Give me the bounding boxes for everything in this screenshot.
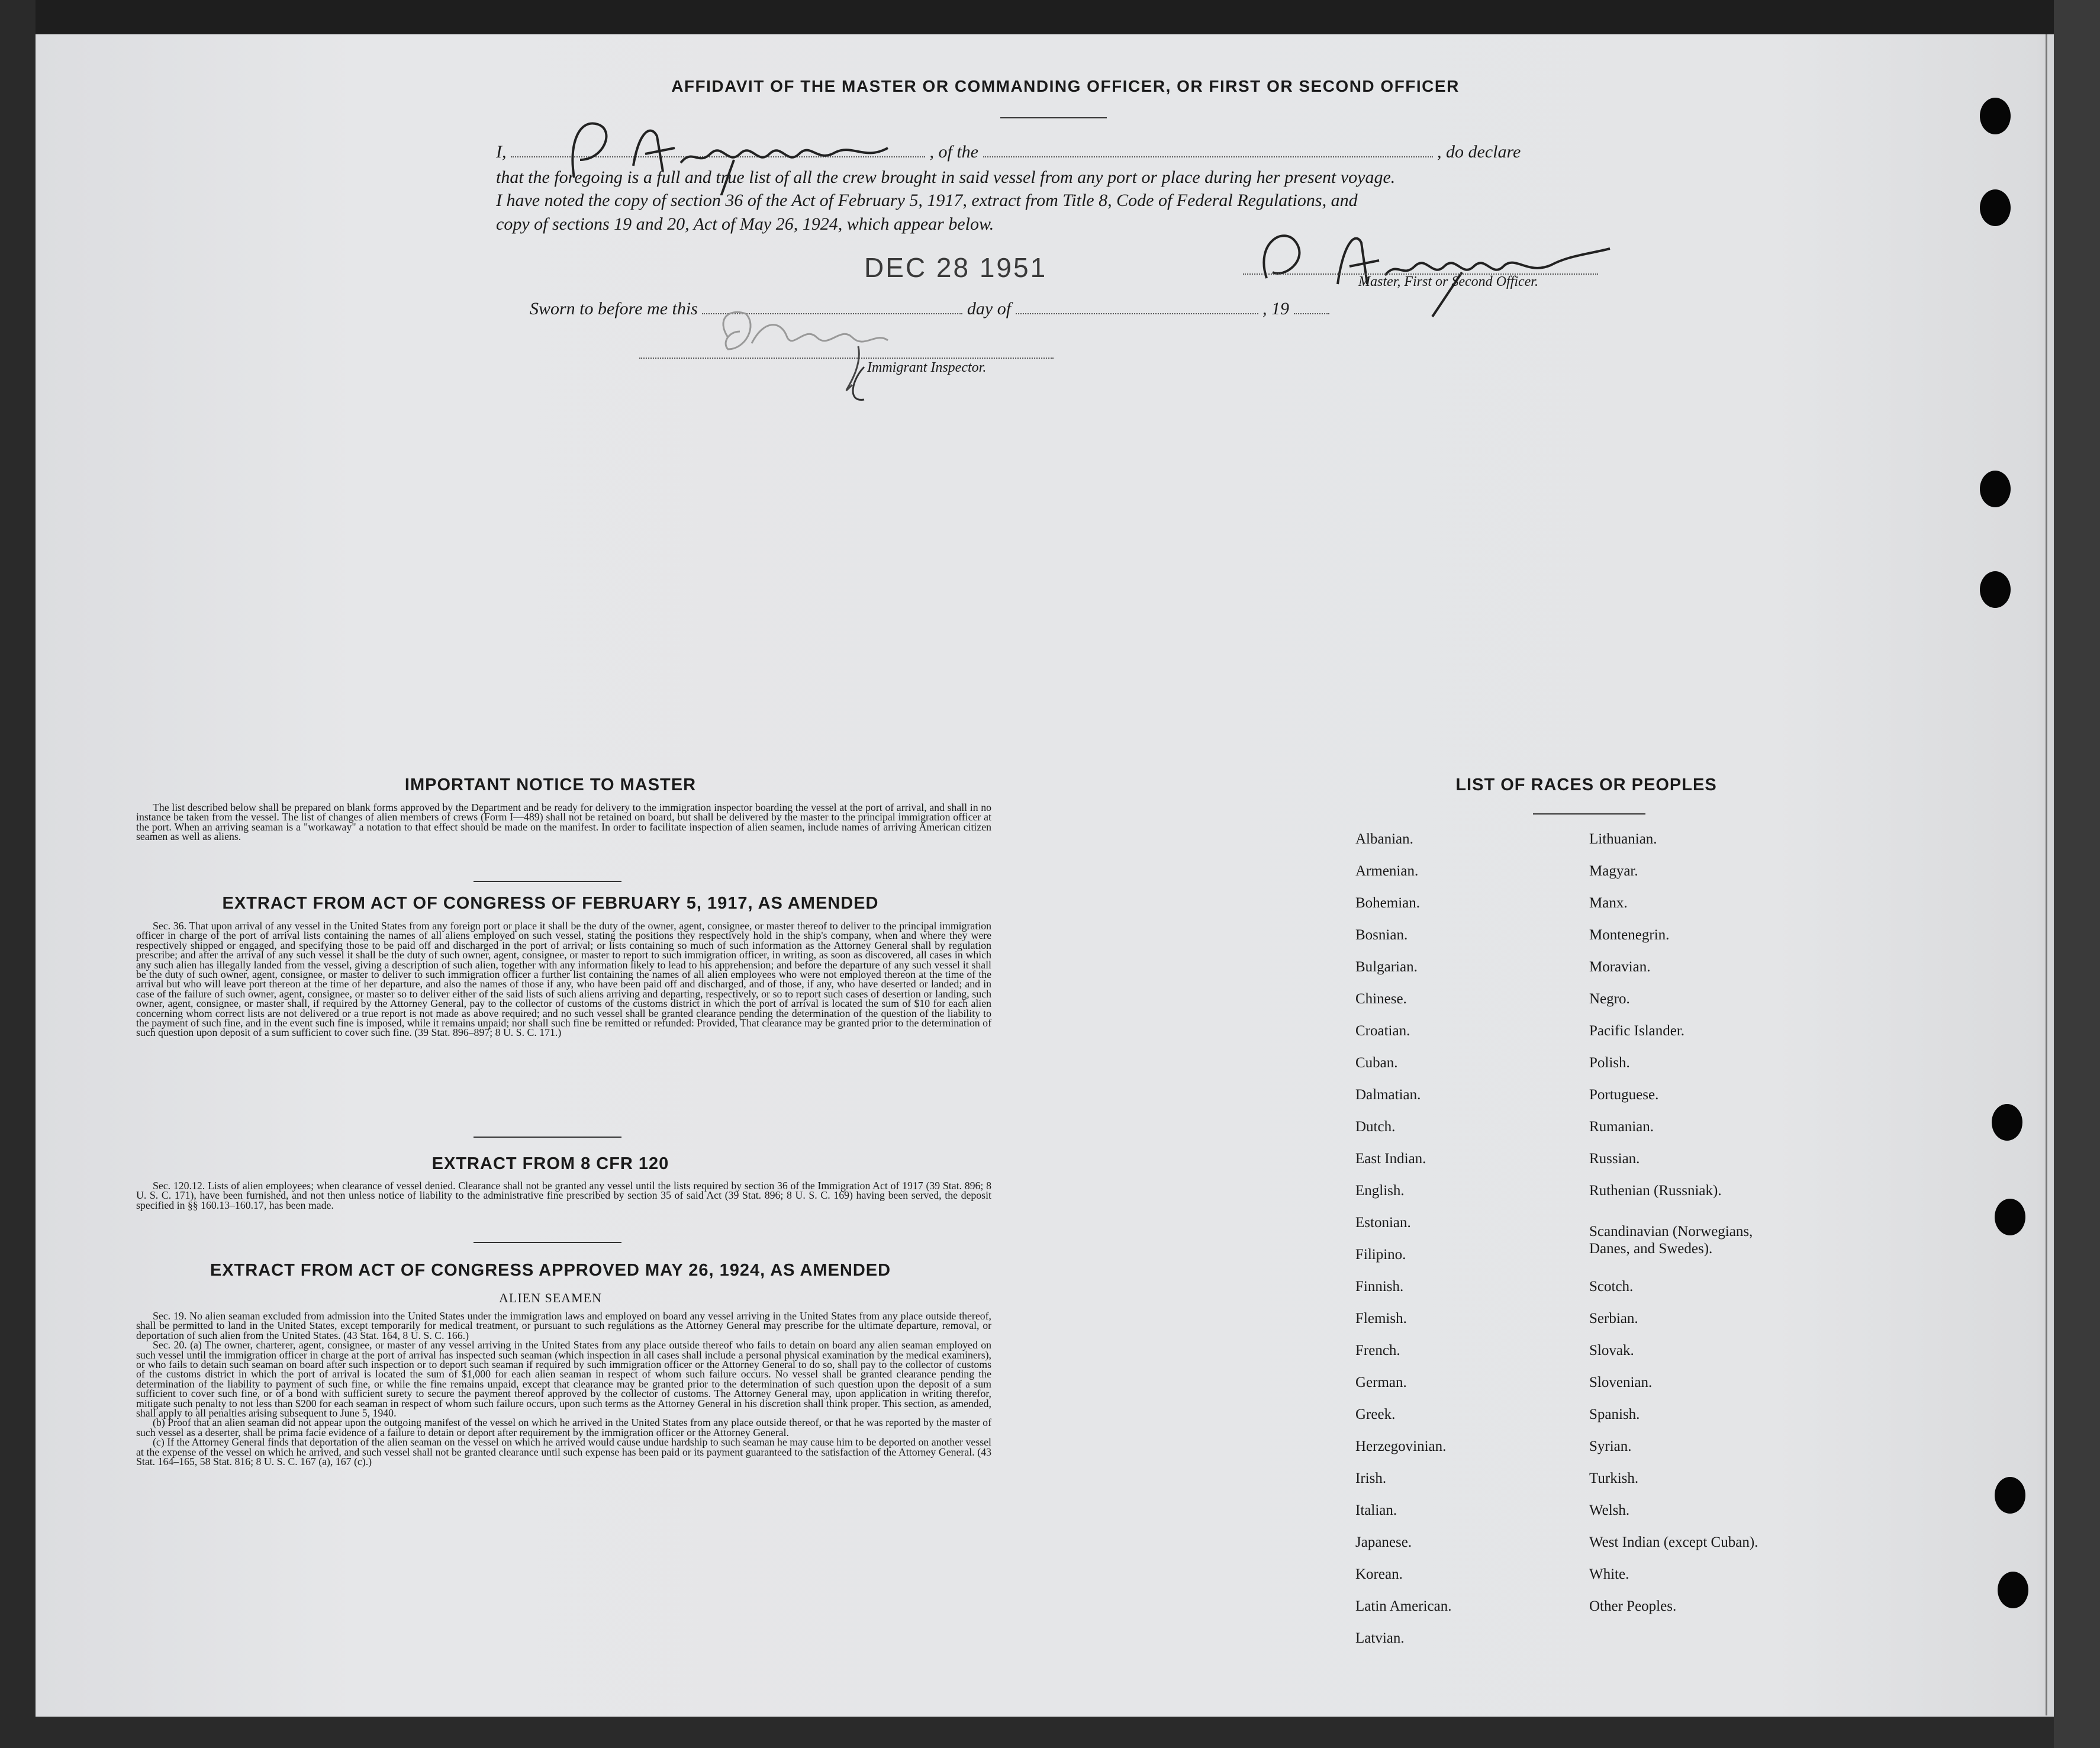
race-item: Herzegovinian. bbox=[1355, 1438, 1447, 1454]
section-divider bbox=[474, 1137, 621, 1138]
extract-1917-heading: EXTRACT FROM ACT OF CONGRESS OF FEBRUARY 5, 1917, AS AMENDED bbox=[222, 894, 879, 913]
race-item: French. bbox=[1355, 1343, 1400, 1359]
sec-20a-paragraph: Sec. 20. (a) The owner, charterer, agent, consignee, or master of any vessel arriving in the United States from any place outside thereof who fails to detain on board any alien seaman employed on such vessel until the immigration officer in charge at the port of arrival has inspected such seaman (which inspection in all cases shall include a personal physical examination by the medical examiners), or who fails to detain such seaman on board after such inspection or to deport such seaman if required by such immigration officer or the Attorney General to do so, shall pay to the collector of customs of the customs district in which the port of arrival is located the sum of $1,000 for each alien seaman in respect of whom such failure occurs. No vessel shall be granted clearance pending the determination of the liability to payment of such fine, or while the fine remains unpaid, except that clearance may be granted prior to the determination of such question upon the deposit of a sum sufficient to cover such fine, or of a bond with sufficient surety to secure the payment thereof approved by the collector of customs. The Attorney General may, upon application in writing therefor, mitigate such penalty to not less than $200 for each seaman in respect of whom such failure occurs, upon such terms as the Attorney General in his discretion shall think proper. This section, as amended, shall apply to all penalties arising subsequent to June 5, 1940. bbox=[136, 1339, 991, 1419]
page-fold-line bbox=[2046, 34, 2047, 1715]
race-item: Estonian. bbox=[1355, 1215, 1411, 1231]
races-title-divider bbox=[1533, 813, 1645, 815]
title-divider bbox=[1000, 117, 1107, 118]
race-item: Spanish. bbox=[1589, 1406, 1640, 1422]
race-item: Portuguese. bbox=[1589, 1087, 1659, 1103]
race-item: Scotch. bbox=[1589, 1279, 1634, 1295]
inspector-caption: Immigrant Inspector. bbox=[867, 360, 987, 375]
race-item: Bohemian. bbox=[1355, 895, 1421, 911]
affidavit-line-2: that the foregoing is a full and true list of all the crew brought in said vessel from any port or place during her present voyage. bbox=[496, 168, 1396, 187]
race-item: Negro. bbox=[1589, 991, 1630, 1007]
day-of: day of bbox=[967, 299, 1012, 318]
race-item: Armenian. bbox=[1355, 863, 1419, 879]
notice-heading: IMPORTANT NOTICE TO MASTER bbox=[404, 775, 697, 794]
punch-hole bbox=[1980, 189, 2011, 226]
sec-19-paragraph: Sec. 19. No alien seaman excluded from admission into the United States under the immigration laws and employed on board any vessel arriving in the United States from any place outside thereof, shall be permitted to land in the United States, except temporarily for medical treatment, or pursuant to such regulations as the Attorney General may prescribe for the ultimate departure, removal, or deportation of such alien from the United States. (43 Stat. 164, 8 U. S. C. 166.) bbox=[136, 1310, 991, 1341]
race-item: Russian. bbox=[1589, 1151, 1640, 1167]
sec-120-12-paragraph: Sec. 120.12. Lists of alien employees; when clearance of vessel denied. Clearance shall not be granted any vessel until the lists required by section 36 of the Immigration Act of 1917 (39 Stat. 896; 8 U. S. C. 171), have been furnished, and not then unless notice of liability to the administrative fine prescribed by section 35 of said Act (39 Stat. 896; 8 U. S. C. 169) having been served, the deposit specified in §§ 160.13–160.17, has been made. bbox=[136, 1180, 991, 1211]
punch-hole bbox=[1980, 98, 2011, 134]
affidavit-line-3: I have noted the copy of section 36 of the Act of February 5, 1917, extract from Title 8, Code of Federal Regulations, and bbox=[496, 191, 1358, 210]
race-item: Dalmatian. bbox=[1355, 1087, 1421, 1103]
race-item: Other Peoples. bbox=[1589, 1598, 1677, 1614]
race-item: Scandinavian (Norwegians, Danes, and Swedes). bbox=[1589, 1224, 1753, 1257]
notice-body bbox=[136, 803, 991, 842]
race-item: Bosnian. bbox=[1355, 927, 1408, 943]
race-item: Moravian. bbox=[1589, 959, 1651, 975]
race-item: Pacific Islander. bbox=[1589, 1023, 1685, 1039]
race-item: Slovenian. bbox=[1589, 1374, 1653, 1390]
affidavit-title: AFFIDAVIT OF THE MASTER OR COMMANDING OFFICER, OR FIRST OR SECOND OFFICER bbox=[671, 77, 1460, 95]
page-bottom-edge bbox=[36, 1717, 2054, 1748]
sworn-year-field bbox=[1294, 313, 1329, 314]
inspector-signature bbox=[704, 296, 906, 408]
punch-hole bbox=[1998, 1572, 2028, 1608]
alien-seamen-subheading: ALIEN SEAMEN bbox=[499, 1290, 602, 1305]
race-item: East Indian. bbox=[1355, 1151, 1426, 1167]
race-item: Croatian. bbox=[1355, 1023, 1410, 1039]
race-item: Polish. bbox=[1589, 1055, 1630, 1071]
extract-1917-body bbox=[136, 921, 991, 1038]
race-item: English. bbox=[1355, 1183, 1405, 1199]
race-item: Japanese. bbox=[1355, 1534, 1412, 1550]
extract-cfr-body bbox=[136, 1181, 991, 1210]
punch-hole bbox=[1992, 1104, 2022, 1141]
punch-hole bbox=[1995, 1477, 2025, 1514]
race-item: Ruthenian (Russniak). bbox=[1589, 1183, 1722, 1199]
race-item: Lithuanian. bbox=[1589, 831, 1657, 847]
section-divider bbox=[474, 881, 621, 882]
notice-paragraph: The list described below shall be prepared on blank forms approved by the Department and be ready for delivery to the immigration inspector boarding the vessel at the port of arrival, and shall in no instance be taken from the vessel. The list of changes of alien members of crews (Form I—489) shall not be retained on board, but shall be delivered by the master to the principal immigration officer at the port. When an arriving seaman is a "workaway" a notation to that effect should be made on the manifest. In order to facilitate inspection of alien seamen, include names of arriving American citizen seamen as well as aliens. bbox=[136, 801, 991, 843]
race-item: Slovak. bbox=[1589, 1343, 1634, 1359]
punch-hole bbox=[1995, 1199, 2025, 1235]
race-item: Latvian. bbox=[1355, 1630, 1405, 1646]
race-item: Greek. bbox=[1355, 1406, 1396, 1422]
race-item: Latin American. bbox=[1355, 1598, 1452, 1614]
inspector-signature-line bbox=[639, 358, 1054, 360]
line1-do-declare: , do declare bbox=[1437, 142, 1521, 162]
race-item: German. bbox=[1355, 1374, 1407, 1390]
sworn-prefix: Sworn to before me this bbox=[530, 299, 698, 318]
affidavit-line-4: copy of sections 19 and 20, Act of May 26, 1924, which appear below. bbox=[496, 214, 994, 234]
race-item: Dutch. bbox=[1355, 1119, 1396, 1135]
sworn-line bbox=[530, 299, 1329, 319]
page-top-edge bbox=[36, 0, 2054, 34]
race-item: Montenegrin. bbox=[1589, 927, 1670, 943]
race-item: Irish. bbox=[1355, 1470, 1387, 1486]
race-item: Welsh. bbox=[1589, 1502, 1630, 1518]
sec-20b-paragraph: (b) Proof that an alien seaman did not appear upon the outgoing manifest of the vessel on which he arrived in the United States from any place outside thereof, or that he was reported by the master of such vessel as a deserter, shall be prima facie evidence of a failure to detain or deport after requirement by the immigration officer or the Attorney General. bbox=[136, 1417, 991, 1438]
sec-20c-paragraph: (c) If the Attorney General finds that deportation of the alien seaman on the vessel on which he arrived would cause undue hardship to such seaman he may cause him to be deported on another vessel at the expense of the vessel on which he arrived, and such vessel shall not be granted clearance until such expense has been paid or its payment guaranteed to the satisfaction of the Attorney General. (43 Stat. 164–165, 58 Stat. 816; 8 U. S. C. 167 (a), 167 (c).) bbox=[136, 1436, 991, 1468]
master-signature-top bbox=[556, 107, 935, 195]
race-item: Filipino. bbox=[1355, 1247, 1406, 1263]
race-item: Rumanian. bbox=[1589, 1119, 1654, 1135]
race-item: Serbian. bbox=[1589, 1311, 1638, 1327]
race-item: Cuban. bbox=[1355, 1055, 1398, 1071]
year-prefix: , 19 bbox=[1262, 299, 1290, 318]
extract-cfr-heading: EXTRACT FROM 8 CFR 120 bbox=[431, 1154, 669, 1173]
race-item: Albanian. bbox=[1355, 831, 1413, 847]
race-item: Chinese. bbox=[1355, 991, 1407, 1007]
race-item: Bulgarian. bbox=[1355, 959, 1418, 975]
extract-1924-body bbox=[136, 1311, 991, 1467]
race-item: Magyar. bbox=[1589, 863, 1638, 879]
line1-of-the: , of the bbox=[929, 142, 978, 162]
punch-hole bbox=[1980, 571, 2011, 608]
race-item: Italian. bbox=[1355, 1502, 1397, 1518]
race-item: White. bbox=[1589, 1566, 1629, 1582]
extract-1924-heading: EXTRACT FROM ACT OF CONGRESS APPROVED MAY 26, 1924, AS AMENDED bbox=[210, 1261, 891, 1280]
race-item: Flemish. bbox=[1355, 1311, 1407, 1327]
race-item: Syrian. bbox=[1589, 1438, 1632, 1454]
race-item: Korean. bbox=[1355, 1566, 1403, 1582]
race-item: West Indian (except Cuban). bbox=[1589, 1534, 1758, 1550]
line1-prefix: I, bbox=[496, 142, 507, 162]
race-item: Turkish. bbox=[1589, 1470, 1639, 1486]
race-item: Finnish. bbox=[1355, 1279, 1404, 1295]
section-divider bbox=[474, 1242, 621, 1243]
race-item: Manx. bbox=[1589, 895, 1628, 911]
sworn-month-field bbox=[1016, 313, 1258, 314]
master-caption: Master, First or Second Officer. bbox=[1358, 274, 1538, 289]
races-title: LIST OF RACES OR PEOPLES bbox=[1455, 775, 1717, 794]
vessel-field bbox=[983, 156, 1433, 157]
punch-hole bbox=[1980, 471, 2011, 507]
sec-36-paragraph: Sec. 36. That upon arrival of any vessel in the United States from any foreign port or place it shall be the duty of the owner, agent, consignee, or master thereof to deliver to the principal immigration officer in charge of the port of arrival lists containing the names of all aliens employed on such vessel, stating the positions they respectively hold in the ship's company, when and where they were respectively shipped or engaged, and specifying those to be paid off and discharged in the port of arrival; or lists containing so much of such information as the Attorney General shall by regulation prescribe; and after the arrival of any such vessel it shall be the duty of such owner, agent, consignee, or master to report to such immigration officer, in writing, as soon as discovered, all cases in which any such alien has illegally landed from the vessel, giving a description of such alien, together with any information likely to lead to his apprehension; and before the departure of any such vessel it shall be the duty of such owner, agent, consignee, or master to deliver to such immigration officer a further list containing the names of all alien employees who were not employed thereon at the time of the arrival but who will leave port thereon at the time of her departure, and also the names of those if any, who have been paid off and discharged, and of those, if any, who have deserted or landed; and in case of the failure of such owner, agent, consignee, or master so to deliver either of the said lists of such aliens arriving and departing, respectively, or so to report such cases of desertion or landing, such owner, agent, consignee, or master shall, if required by the Attorney General, pay to the collector of customs of the customs district in which the port of arrival is located the sum of $10 for each alien concerning whom correct lists are not delivered or a true report is not made as above required; and no such vessel shall be granted clearance pending the determination of the question of the liability to the payment of such fine, and in the event such fine is imposed, while it remains unpaid; nor shall such fine be remitted or refunded: Provided, That clearance may be granted prior to the determination of such question upon deposit of a sum sufficient to cover such fine. (39 Stat. 896–897; 8 U. S. C. 171.) bbox=[136, 920, 991, 1039]
date-stamp: DEC 28 1951 bbox=[864, 252, 1048, 283]
